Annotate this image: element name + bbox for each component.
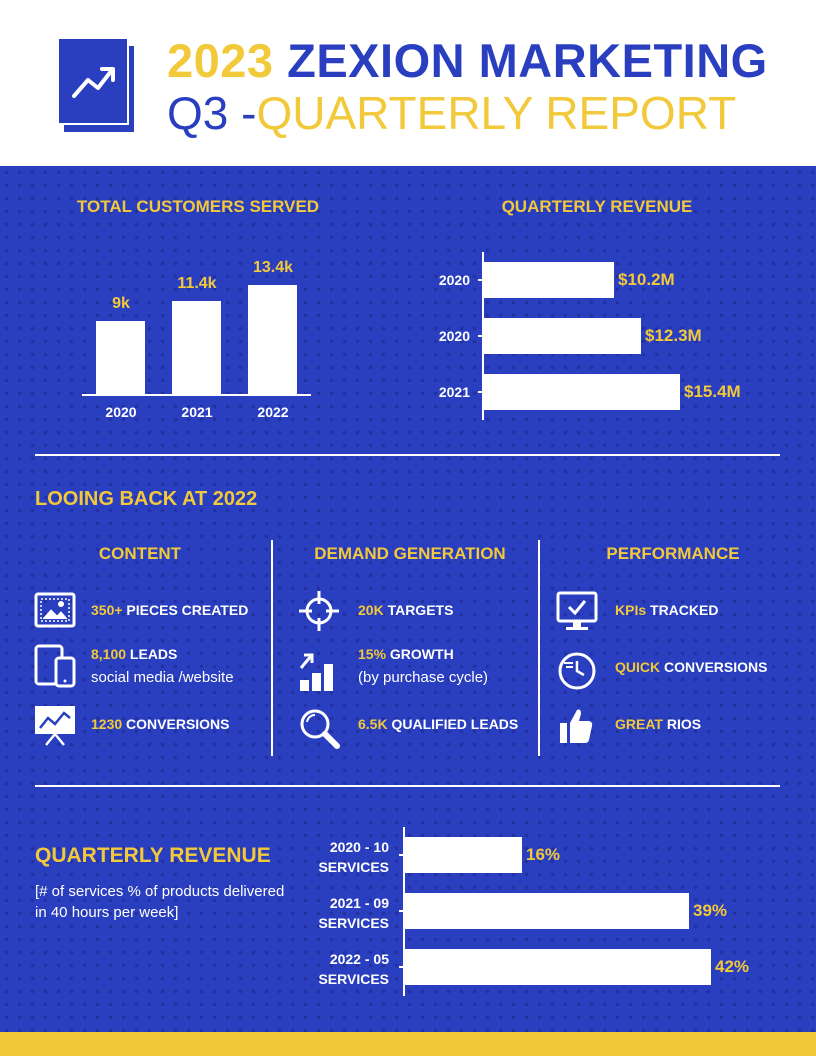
- subtitle-report: QUARTERLY REPORT: [256, 87, 737, 139]
- revenue-bar-value: $12.3M: [645, 326, 702, 345]
- customers-bar: [96, 321, 145, 394]
- customers-bar-value: 13.4k: [252, 259, 294, 276]
- services-bar-category-line: 2020 - 10: [329, 839, 389, 855]
- customers-bar-category: 2020: [105, 404, 137, 420]
- revenue-bar-category: 2021: [438, 384, 470, 400]
- monitor-check-icon: [556, 591, 598, 633]
- services-bar-category: [290, 893, 389, 933]
- section-divider: [35, 785, 780, 787]
- revenue-axis-tick: [478, 335, 485, 337]
- column-head-demand: DEMAND GENERATION: [314, 544, 506, 563]
- services-bar-category-line: SERVICES: [318, 915, 389, 931]
- column-head-performance: PERFORMANCE: [606, 544, 740, 563]
- performance-item-1: KPIs TRACKED: [615, 602, 719, 618]
- revenue-axis-tick: [478, 391, 485, 393]
- customers-chart-axis: [82, 394, 311, 396]
- revenue-bar: [484, 374, 680, 410]
- section-divider: [35, 454, 780, 456]
- picture-frame-icon: [34, 592, 76, 628]
- revenue-chart-title: QUARTERLY REVENUE: [501, 197, 693, 216]
- performance-item-2: QUICK CONVERSIONS: [615, 659, 768, 675]
- column-divider: [538, 540, 540, 756]
- services-note: [# of services % of products delivered in 40 hours per week]: [35, 883, 285, 921]
- customers-bar-category: 2022: [257, 404, 289, 420]
- magnifier-icon: [298, 707, 340, 749]
- performance-item-3: GREAT RIOS: [615, 716, 702, 732]
- footer-band: [0, 1032, 816, 1056]
- services-bar: [405, 893, 689, 929]
- services-axis-tick: [399, 910, 406, 912]
- services-bar-category-line: SERVICES: [318, 859, 389, 875]
- revenue-bar: [484, 262, 614, 298]
- services-bar-value: 16%: [526, 845, 561, 864]
- customers-bar-category: 2021: [181, 404, 213, 420]
- services-bar-value: 39%: [693, 901, 728, 920]
- title-company: ZEXION MARKETING: [287, 34, 768, 87]
- services-axis-tick: [399, 854, 406, 856]
- thumbs-up-icon: [558, 707, 594, 745]
- report-header: [0, 0, 816, 166]
- services-bar-value: 42%: [715, 957, 750, 976]
- services-bar-category: [290, 949, 389, 989]
- revenue-bar: [484, 318, 641, 354]
- looking-back-title: LOOING BACK AT 2022: [35, 488, 258, 510]
- revenue-bar-category: 2020: [438, 328, 470, 344]
- presentation-chart-icon: [34, 704, 76, 746]
- content-item-3: 1230 CONVERSIONS: [91, 716, 230, 732]
- revenue-bar-value: $10.2M: [618, 270, 675, 289]
- fast-clock-icon: [556, 649, 598, 691]
- demand-item-1: 20K TARGETS: [358, 602, 454, 618]
- column-divider: [271, 540, 273, 756]
- revenue-axis-tick: [478, 279, 485, 281]
- services-bar-category-line: SERVICES: [318, 971, 389, 987]
- services-title: QUARTERLY REVENUE: [35, 844, 271, 867]
- demand-item-2: 15% GROWTH (by purchase cycle): [358, 646, 489, 686]
- content-item-2: 8,100 LEADS social media /website: [91, 646, 234, 686]
- services-axis-tick: [399, 966, 406, 968]
- report-title: [167, 33, 768, 89]
- customers-bar: [172, 301, 221, 394]
- services-bar: [405, 949, 711, 985]
- subtitle-quarter: Q3 -: [167, 87, 257, 139]
- customers-bar-value: 9k: [112, 295, 130, 312]
- revenue-bar-category: 2020: [438, 272, 470, 288]
- report-subtitle: [167, 86, 736, 140]
- trend-document-icon: [58, 38, 136, 134]
- customers-bar: [248, 285, 297, 394]
- services-bar: [405, 837, 522, 873]
- services-bar-category-line: 2022 - 05: [329, 951, 389, 967]
- customers-chart-title: TOTAL CUSTOMERS SERVED: [76, 197, 320, 216]
- column-head-content: CONTENT: [98, 544, 182, 563]
- demand-item-3: 6.5K QUALIFIED LEADS: [358, 716, 519, 732]
- services-bar-category: [290, 837, 389, 877]
- devices-icon: [34, 644, 76, 688]
- customers-bar-value: 11.4k: [177, 275, 217, 292]
- growth-chart-icon: [298, 650, 340, 692]
- title-year: 2023: [167, 34, 274, 87]
- content-item-1: 350+ PIECES CREATED: [91, 602, 249, 618]
- crosshair-target-icon: [298, 590, 340, 632]
- services-bar-category-line: 2021 - 09: [329, 895, 389, 911]
- revenue-bar-value: $15.4M: [684, 382, 741, 401]
